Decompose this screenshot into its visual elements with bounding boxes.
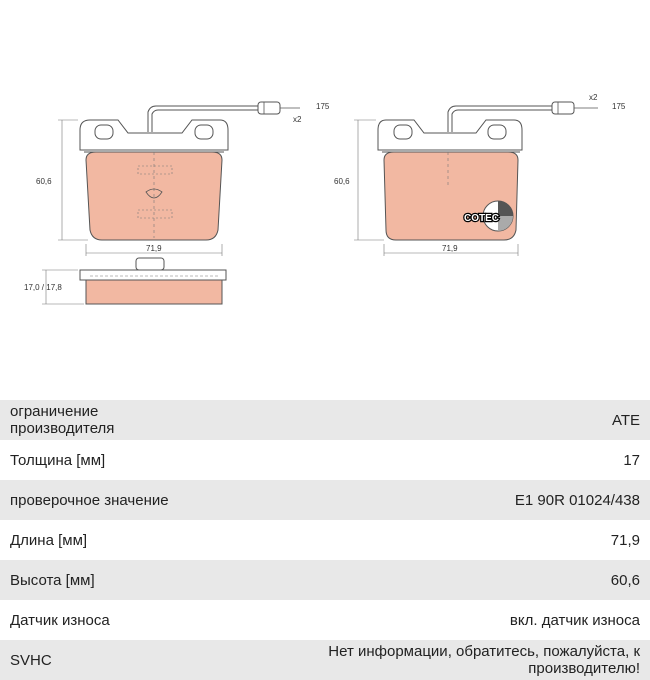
- spec-row: [0, 440, 650, 480]
- right-brake-pad: [334, 93, 626, 256]
- left-height-dimension: 60,6: [36, 177, 52, 186]
- spec-row: [0, 560, 650, 600]
- spec-value: вкл. датчик износа: [214, 600, 650, 640]
- side-view-friction: [86, 280, 222, 304]
- spec-value: E1 90R 01024/438: [214, 480, 650, 520]
- spec-value: Нет информации, обратитесь, пожалуйста, к производителю!: [214, 640, 650, 680]
- spec-label: ограничение производителя: [0, 400, 214, 440]
- spec-value: 60,6: [214, 560, 650, 600]
- right-width-dimension: 71,9: [442, 244, 458, 253]
- spec-label: Датчик износа: [0, 600, 214, 640]
- spec-value: 17: [214, 440, 650, 480]
- left-sensor-count: x2: [293, 115, 302, 124]
- spec-row: [0, 480, 650, 520]
- spec-table: [0, 400, 650, 680]
- spec-row: [0, 520, 650, 560]
- spec-label: проверочное значение: [0, 480, 214, 520]
- right-hole-2: [488, 125, 506, 139]
- left-brake-pad: [36, 102, 330, 256]
- spec-value: ATE: [214, 400, 650, 440]
- left-hole-1: [95, 125, 113, 139]
- spec-row: [0, 400, 650, 440]
- spec-row: [0, 600, 650, 640]
- cotec-logo-text: COTEC: [464, 213, 499, 224]
- right-sensor-plug: [552, 102, 574, 114]
- right-sensor-count: x2: [589, 93, 598, 102]
- spec-label: Толщина [мм]: [0, 440, 214, 480]
- spec-label: Высота [мм]: [0, 560, 214, 600]
- left-hole-2: [195, 125, 213, 139]
- spec-row: [0, 640, 650, 680]
- right-hole-1: [394, 125, 412, 139]
- spec-value: 71,9: [214, 520, 650, 560]
- spec-label: SVHC: [0, 640, 214, 680]
- right-sensor-length: 175: [612, 102, 626, 111]
- left-sensor-plug: [258, 102, 280, 114]
- right-height-dimension: 60,6: [334, 177, 350, 186]
- spec-label: Длина [мм]: [0, 520, 214, 560]
- thickness-dimension: 17,0 / 17,8: [24, 283, 62, 292]
- left-sensor-length: 175: [316, 102, 330, 111]
- brake-pad-side-view: [24, 258, 226, 304]
- left-width-dimension: 71,9: [146, 244, 162, 253]
